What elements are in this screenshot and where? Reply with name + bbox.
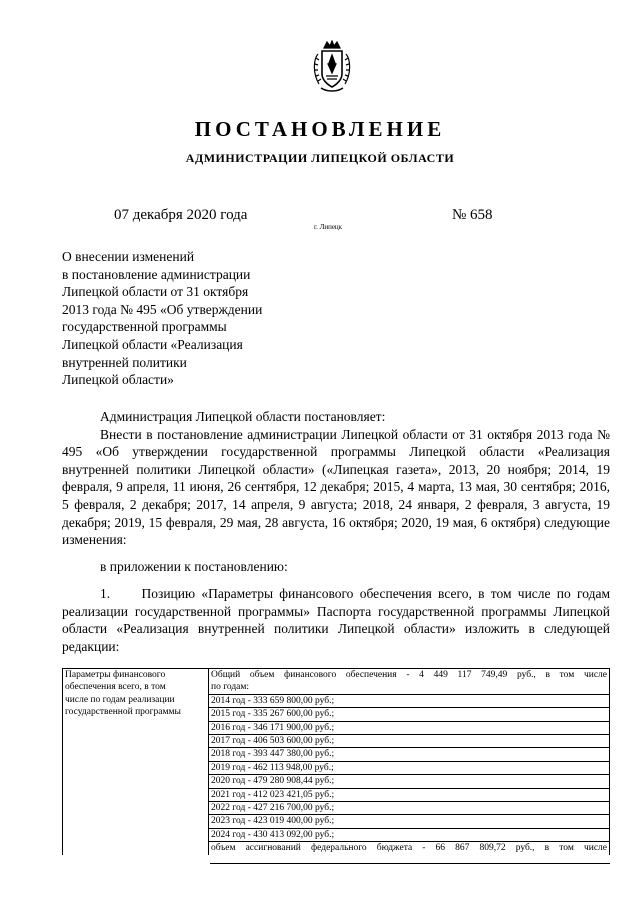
decree-body <box>62 408 610 549</box>
year-amount-line: 2018 год - 393 447 380,00 руб.; <box>209 747 609 760</box>
document-city: г. Липецк <box>314 223 343 231</box>
total-amount-line: Общий объем финансового обеспечения - 4 449 117 749,49 руб., в том числе <box>211 670 607 680</box>
parameter-value-cell <box>209 669 610 855</box>
subject-line: О внесении изменений <box>62 249 195 264</box>
subject-line: государственной программы <box>62 319 227 335</box>
year-amount-line: 2020 год - 479 280 908,44 руб.; <box>209 774 609 787</box>
amendment-item <box>62 585 610 655</box>
decree-intro: Администрация Липецкой области постановляет: <box>100 409 386 424</box>
item-text: Позицию «Параметры финансового обеспечения всего, в том числе по годам реализации государственной программы» Паспорта государственной программы Липецкой области «Реализация внутренней политики Липецкой области» изложить в следующей редакции: <box>62 586 611 654</box>
year-amount-line: 2021 год - 412 023 421,05 руб.; <box>209 788 609 801</box>
subject-line: Липецкой области от 31 октября <box>62 284 249 300</box>
year-amount-line: 2024 год - 430 413 092,00 руб.; <box>209 828 609 841</box>
year-amount-line: 2023 год - 423 019 400,00 руб.; <box>209 814 609 827</box>
total-amount-line: по годам: <box>211 682 250 693</box>
year-amount-line: 2022 год - 427 216 700,00 руб.; <box>209 801 609 814</box>
parameter-name-line: Параметры финансового <box>65 670 166 680</box>
subject-line: внутренней политики <box>62 354 187 370</box>
parameter-name-line: государственной программы <box>65 707 181 718</box>
document-date: 07 декабря 2020 года <box>114 207 248 223</box>
financing-parameters-table <box>62 668 610 855</box>
table-bottom-rule <box>210 863 610 864</box>
document-subject <box>62 248 262 389</box>
year-amount-line: 2014 год - 333 659 800,00 руб.; <box>209 694 609 707</box>
item-number: 1. <box>100 586 111 601</box>
decree-main-paragraph: Внести в постановление администрации Липецкой области от 31 октября 2013 года № 495 «Об утверждении государственной программы Липецкой области «Реализация внутренней политики Липецкой области» («Липецкая газета», 2013, 20 ноября; 2014, 19 февраля, 9 апреля, 11 июня, 26 сентября, 12 декабря; 2015, 4 марта, 13 мая, 30 сентября; 2016, 5 февраля, 2 декабря; 2017, 14 апреля, 9 августа; 2018, 24 января, 2 февраля, 3 августа, 19 декабря; 2019, 15 февраля, 29 мая, 28 августа, 16 октября; 2020, 19 мая, 6 октября) следующие изменения: <box>62 426 610 548</box>
subject-line: Липецкой области «Реализация <box>62 336 243 352</box>
document-subtitle: АДМИНИСТРАЦИИ ЛИПЕЦКОЙ ОБЛАСТИ <box>185 151 455 165</box>
year-amount-line: 2017 год - 406 503 600,00 руб.; <box>209 734 609 747</box>
year-amount-line: 2016 год - 346 171 900,00 руб.; <box>209 721 609 734</box>
document-number: № 658 <box>452 207 493 223</box>
year-amount-line: 2015 год - 335 267 600,00 руб.; <box>209 707 609 720</box>
federal-budget-line: объем ассигнований федерального бюджета - 66 867 809,72 руб., в том числе <box>211 843 607 854</box>
table-row <box>63 669 610 855</box>
parameter-name-cell <box>63 669 209 855</box>
parameter-name-line: числе по годам реализации <box>65 694 175 705</box>
annex-intro-block <box>62 558 610 576</box>
parameter-name-line: обеспечения всего, в том <box>65 682 166 693</box>
coat-of-arms-emblem <box>311 40 353 94</box>
annex-intro: в приложении к постановлению: <box>100 559 288 574</box>
subject-line: 2013 года № 495 «Об утверждении <box>62 301 263 317</box>
subject-line: в постановление администрации <box>62 266 251 282</box>
subject-line: Липецкой области» <box>62 372 174 388</box>
document-title: ПОСТАНОВЛЕНИЕ <box>194 117 446 141</box>
year-amount-line: 2019 год - 462 113 948,00 руб.; <box>209 761 609 774</box>
